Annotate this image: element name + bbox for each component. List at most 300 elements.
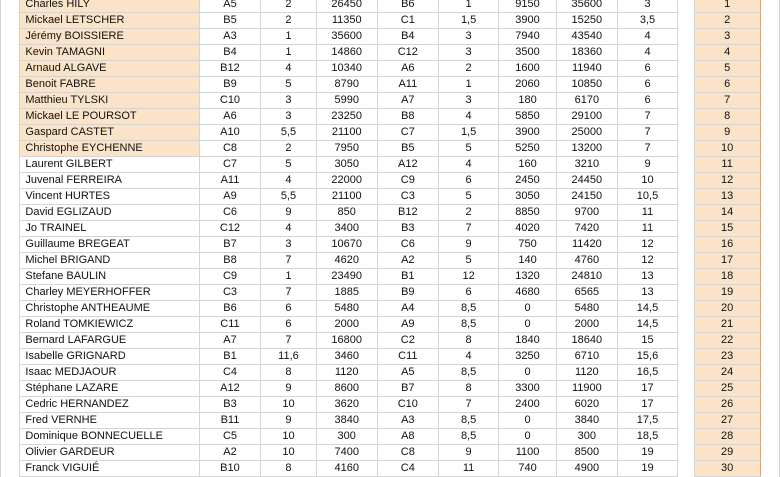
row-gutter[interactable]: [1, 445, 20, 461]
cell-c6[interactable]: 8850: [499, 205, 557, 221]
rank-cell[interactable]: 10: [694, 141, 760, 157]
cell-c8[interactable]: 12: [617, 253, 677, 269]
cell-c6[interactable]: 0: [499, 413, 557, 429]
cell-c8[interactable]: 14,5: [617, 317, 677, 333]
player-name-cell[interactable]: Mickael LE POURSOT: [20, 109, 199, 125]
cell-c1[interactable]: A5: [199, 0, 260, 13]
row-gutter[interactable]: [1, 285, 20, 301]
cell-c7[interactable]: 6170: [556, 93, 617, 109]
cell-c7[interactable]: 24150: [556, 189, 617, 205]
row-gutter[interactable]: [1, 365, 20, 381]
cell-c1[interactable]: C6: [199, 205, 260, 221]
cell-c5[interactable]: 2: [439, 61, 499, 77]
cell-c2[interactable]: 7: [261, 285, 317, 301]
row-gutter[interactable]: [1, 189, 20, 205]
player-name-cell[interactable]: Fred VERNHE: [20, 413, 199, 429]
player-name-cell[interactable]: Juvenal FERREIRA: [20, 173, 199, 189]
cell-c3[interactable]: 3050: [316, 157, 377, 173]
spacer-cell[interactable]: [678, 61, 695, 77]
spacer-cell[interactable]: [678, 205, 695, 221]
cell-c1[interactable]: A3: [199, 29, 260, 45]
cell-c6[interactable]: 3900: [499, 125, 557, 141]
cell-c5[interactable]: 6: [439, 173, 499, 189]
cell-c8[interactable]: 16,5: [617, 365, 677, 381]
row-gutter[interactable]: [1, 397, 20, 413]
cell-c3[interactable]: 22000: [316, 173, 377, 189]
cell-c1[interactable]: B9: [199, 77, 260, 93]
cell-c3[interactable]: 10340: [316, 61, 377, 77]
cell-c5[interactable]: 3: [439, 93, 499, 109]
cell-c7[interactable]: 6710: [556, 349, 617, 365]
cell-c2[interactable]: 5,5: [261, 189, 317, 205]
row-gutter[interactable]: [1, 61, 20, 77]
cell-c4[interactable]: A9: [377, 317, 438, 333]
cell-c3[interactable]: 11350: [316, 13, 377, 29]
cell-c6[interactable]: 0: [499, 301, 557, 317]
cell-c4[interactable]: A7: [377, 93, 438, 109]
spacer-cell[interactable]: [678, 349, 695, 365]
cell-c3[interactable]: 7400: [316, 445, 377, 461]
cell-c6[interactable]: 1320: [499, 269, 557, 285]
cell-c4[interactable]: C3: [377, 189, 438, 205]
cell-c4[interactable]: C7: [377, 125, 438, 141]
row-gutter[interactable]: [1, 413, 20, 429]
row-gutter[interactable]: [1, 77, 20, 93]
cell-c7[interactable]: 4900: [556, 461, 617, 477]
cell-c5[interactable]: 12: [439, 269, 499, 285]
spacer-cell[interactable]: [678, 301, 695, 317]
edge-cell[interactable]: [760, 13, 779, 29]
row-gutter[interactable]: [1, 141, 20, 157]
player-name-cell[interactable]: Laurent GILBERT: [20, 157, 199, 173]
cell-c5[interactable]: 8,5: [439, 317, 499, 333]
rank-cell[interactable]: 1: [694, 0, 760, 13]
spacer-cell[interactable]: [678, 397, 695, 413]
cell-c6[interactable]: 4680: [499, 285, 557, 301]
cell-c1[interactable]: A11: [199, 173, 260, 189]
edge-cell[interactable]: [760, 365, 779, 381]
cell-c2[interactable]: 2: [261, 13, 317, 29]
cell-c4[interactable]: B4: [377, 29, 438, 45]
cell-c7[interactable]: 29100: [556, 109, 617, 125]
edge-cell[interactable]: [760, 397, 779, 413]
rank-cell[interactable]: 9: [694, 125, 760, 141]
cell-c2[interactable]: 4: [261, 221, 317, 237]
cell-c8[interactable]: 19: [617, 445, 677, 461]
cell-c8[interactable]: 17: [617, 397, 677, 413]
player-name-cell[interactable]: Jérémy BOISSIERE: [20, 29, 199, 45]
row-gutter[interactable]: [1, 381, 20, 397]
cell-c5[interactable]: 4: [439, 157, 499, 173]
cell-c2[interactable]: 4: [261, 173, 317, 189]
cell-c3[interactable]: 5990: [316, 93, 377, 109]
edge-cell[interactable]: [760, 253, 779, 269]
player-name-cell[interactable]: Dominique BONNECUELLE: [20, 429, 199, 445]
cell-c2[interactable]: 10: [261, 397, 317, 413]
spacer-cell[interactable]: [678, 77, 695, 93]
cell-c7[interactable]: 10850: [556, 77, 617, 93]
edge-cell[interactable]: [760, 205, 779, 221]
cell-c8[interactable]: 10: [617, 173, 677, 189]
cell-c3[interactable]: 2000: [316, 317, 377, 333]
cell-c3[interactable]: 8600: [316, 381, 377, 397]
cell-c6[interactable]: 2400: [499, 397, 557, 413]
spacer-cell[interactable]: [678, 109, 695, 125]
cell-c7[interactable]: 1120: [556, 365, 617, 381]
spacer-cell[interactable]: [678, 413, 695, 429]
cell-c3[interactable]: 7950: [316, 141, 377, 157]
row-gutter[interactable]: [1, 45, 20, 61]
spacer-cell[interactable]: [678, 429, 695, 445]
cell-c6[interactable]: 3500: [499, 45, 557, 61]
player-name-cell[interactable]: Michel BRIGAND: [20, 253, 199, 269]
spacer-cell[interactable]: [678, 285, 695, 301]
cell-c1[interactable]: C12: [199, 221, 260, 237]
cell-c8[interactable]: 9: [617, 157, 677, 173]
rank-cell[interactable]: 20: [694, 301, 760, 317]
cell-c4[interactable]: C4: [377, 461, 438, 477]
spacer-cell[interactable]: [678, 365, 695, 381]
cell-c7[interactable]: 15250: [556, 13, 617, 29]
cell-c2[interactable]: 9: [261, 413, 317, 429]
row-gutter[interactable]: [1, 125, 20, 141]
cell-c4[interactable]: B8: [377, 109, 438, 125]
cell-c8[interactable]: 19: [617, 461, 677, 477]
cell-c3[interactable]: 3460: [316, 349, 377, 365]
player-name-cell[interactable]: David EGLIZAUD: [20, 205, 199, 221]
cell-c7[interactable]: 25000: [556, 125, 617, 141]
cell-c4[interactable]: B1: [377, 269, 438, 285]
edge-cell[interactable]: [760, 349, 779, 365]
player-name-cell[interactable]: Mickael LETSCHER: [20, 13, 199, 29]
edge-cell[interactable]: [760, 93, 779, 109]
cell-c3[interactable]: 4620: [316, 253, 377, 269]
cell-c3[interactable]: 300: [316, 429, 377, 445]
cell-c2[interactable]: 9: [261, 381, 317, 397]
spacer-cell[interactable]: [678, 0, 695, 13]
edge-cell[interactable]: [760, 445, 779, 461]
cell-c4[interactable]: B9: [377, 285, 438, 301]
cell-c4[interactable]: C11: [377, 349, 438, 365]
cell-c8[interactable]: 10,5: [617, 189, 677, 205]
player-name-cell[interactable]: Franck VIGUIÉ: [20, 461, 199, 477]
cell-c4[interactable]: B12: [377, 205, 438, 221]
edge-cell[interactable]: [760, 429, 779, 445]
cell-c1[interactable]: B8: [199, 253, 260, 269]
rank-cell[interactable]: 23: [694, 349, 760, 365]
cell-c8[interactable]: 15: [617, 333, 677, 349]
cell-c5[interactable]: 7: [439, 397, 499, 413]
cell-c5[interactable]: 11: [439, 461, 499, 477]
cell-c6[interactable]: 2060: [499, 77, 557, 93]
cell-c6[interactable]: 1840: [499, 333, 557, 349]
cell-c5[interactable]: 3: [439, 29, 499, 45]
cell-c2[interactable]: 11,6: [261, 349, 317, 365]
row-gutter[interactable]: [1, 109, 20, 125]
edge-cell[interactable]: [760, 269, 779, 285]
player-name-cell[interactable]: Kevin TAMAGNI: [20, 45, 199, 61]
cell-c3[interactable]: 3620: [316, 397, 377, 413]
cell-c8[interactable]: 17,5: [617, 413, 677, 429]
rank-cell[interactable]: 7: [694, 93, 760, 109]
row-gutter[interactable]: [1, 317, 20, 333]
cell-c3[interactable]: 3840: [316, 413, 377, 429]
cell-c3[interactable]: 23490: [316, 269, 377, 285]
player-name-cell[interactable]: Christophe EYCHENNE: [20, 141, 199, 157]
rank-cell[interactable]: 4: [694, 45, 760, 61]
edge-cell[interactable]: [760, 173, 779, 189]
cell-c5[interactable]: 9: [439, 445, 499, 461]
cell-c6[interactable]: 180: [499, 93, 557, 109]
cell-c3[interactable]: 850: [316, 205, 377, 221]
cell-c8[interactable]: 6: [617, 61, 677, 77]
cell-c8[interactable]: 7: [617, 125, 677, 141]
rank-cell[interactable]: 5: [694, 61, 760, 77]
player-name-cell[interactable]: Isaac MEDJAOUR: [20, 365, 199, 381]
spacer-cell[interactable]: [678, 29, 695, 45]
cell-c8[interactable]: 3: [617, 0, 677, 13]
cell-c6[interactable]: 140: [499, 253, 557, 269]
cell-c5[interactable]: 8: [439, 381, 499, 397]
spacer-cell[interactable]: [678, 125, 695, 141]
cell-c5[interactable]: 8,5: [439, 429, 499, 445]
edge-cell[interactable]: [760, 461, 779, 477]
cell-c8[interactable]: 11: [617, 205, 677, 221]
player-name-cell[interactable]: Gaspard CASTET: [20, 125, 199, 141]
cell-c4[interactable]: C1: [377, 13, 438, 29]
cell-c6[interactable]: 3900: [499, 13, 557, 29]
edge-cell[interactable]: [760, 125, 779, 141]
cell-c3[interactable]: 14860: [316, 45, 377, 61]
spacer-cell[interactable]: [678, 253, 695, 269]
cell-c5[interactable]: 1: [439, 0, 499, 13]
cell-c1[interactable]: A12: [199, 381, 260, 397]
cell-c1[interactable]: B3: [199, 397, 260, 413]
cell-c1[interactable]: C3: [199, 285, 260, 301]
cell-c5[interactable]: 3: [439, 45, 499, 61]
cell-c2[interactable]: 5,5: [261, 125, 317, 141]
row-gutter[interactable]: [1, 0, 20, 13]
spacer-cell[interactable]: [678, 445, 695, 461]
cell-c7[interactable]: 35600: [556, 0, 617, 13]
cell-c1[interactable]: A2: [199, 445, 260, 461]
edge-cell[interactable]: [760, 77, 779, 93]
cell-c1[interactable]: C4: [199, 365, 260, 381]
rank-cell[interactable]: 14: [694, 205, 760, 221]
rank-cell[interactable]: 29: [694, 445, 760, 461]
cell-c2[interactable]: 1: [261, 45, 317, 61]
cell-c6[interactable]: 9150: [499, 0, 557, 13]
cell-c1[interactable]: A7: [199, 333, 260, 349]
cell-c2[interactable]: 2: [261, 141, 317, 157]
cell-c5[interactable]: 9: [439, 237, 499, 253]
cell-c8[interactable]: 4: [617, 29, 677, 45]
cell-c6[interactable]: 5250: [499, 141, 557, 157]
cell-c5[interactable]: 6: [439, 285, 499, 301]
player-name-cell[interactable]: Matthieu TYLSKI: [20, 93, 199, 109]
spacer-cell[interactable]: [678, 173, 695, 189]
spacer-cell[interactable]: [678, 157, 695, 173]
cell-c5[interactable]: 1,5: [439, 125, 499, 141]
cell-c2[interactable]: 4: [261, 61, 317, 77]
spacer-cell[interactable]: [678, 221, 695, 237]
cell-c1[interactable]: B6: [199, 301, 260, 317]
cell-c1[interactable]: B1: [199, 349, 260, 365]
cell-c4[interactable]: B5: [377, 141, 438, 157]
player-name-cell[interactable]: Cedric HERNANDEZ: [20, 397, 199, 413]
row-gutter[interactable]: [1, 253, 20, 269]
rank-cell[interactable]: 27: [694, 413, 760, 429]
cell-c7[interactable]: 43540: [556, 29, 617, 45]
cell-c7[interactable]: 7420: [556, 221, 617, 237]
row-gutter[interactable]: [1, 13, 20, 29]
cell-c3[interactable]: 8790: [316, 77, 377, 93]
cell-c4[interactable]: A3: [377, 413, 438, 429]
cell-c4[interactable]: A4: [377, 301, 438, 317]
cell-c7[interactable]: 300: [556, 429, 617, 445]
cell-c5[interactable]: 4: [439, 349, 499, 365]
cell-c6[interactable]: 0: [499, 317, 557, 333]
cell-c8[interactable]: 18,5: [617, 429, 677, 445]
cell-c8[interactable]: 7: [617, 141, 677, 157]
cell-c2[interactable]: 10: [261, 445, 317, 461]
cell-c7[interactable]: 3840: [556, 413, 617, 429]
player-name-cell[interactable]: Olivier GARDEUR: [20, 445, 199, 461]
cell-c8[interactable]: 12: [617, 237, 677, 253]
cell-c5[interactable]: 1: [439, 77, 499, 93]
cell-c3[interactable]: 26450: [316, 0, 377, 13]
rank-cell[interactable]: 6: [694, 77, 760, 93]
cell-c5[interactable]: 8,5: [439, 365, 499, 381]
cell-c8[interactable]: 17: [617, 381, 677, 397]
cell-c7[interactable]: 2000: [556, 317, 617, 333]
cell-c4[interactable]: A5: [377, 365, 438, 381]
cell-c7[interactable]: 8500: [556, 445, 617, 461]
cell-c4[interactable]: C12: [377, 45, 438, 61]
cell-c2[interactable]: 10: [261, 429, 317, 445]
cell-c1[interactable]: B11: [199, 413, 260, 429]
cell-c7[interactable]: 5480: [556, 301, 617, 317]
cell-c4[interactable]: B3: [377, 221, 438, 237]
edge-cell[interactable]: [760, 237, 779, 253]
cell-c8[interactable]: 3,5: [617, 13, 677, 29]
rank-cell[interactable]: 11: [694, 157, 760, 173]
cell-c1[interactable]: B4: [199, 45, 260, 61]
edge-cell[interactable]: [760, 317, 779, 333]
cell-c4[interactable]: A2: [377, 253, 438, 269]
cell-c3[interactable]: 1120: [316, 365, 377, 381]
cell-c5[interactable]: 8: [439, 333, 499, 349]
edge-cell[interactable]: [760, 29, 779, 45]
row-gutter[interactable]: [1, 205, 20, 221]
cell-c6[interactable]: 3300: [499, 381, 557, 397]
cell-c4[interactable]: C9: [377, 173, 438, 189]
cell-c5[interactable]: 5: [439, 253, 499, 269]
cell-c3[interactable]: 35600: [316, 29, 377, 45]
cell-c4[interactable]: A11: [377, 77, 438, 93]
cell-c6[interactable]: 7940: [499, 29, 557, 45]
cell-c8[interactable]: 11: [617, 221, 677, 237]
rank-cell[interactable]: 2: [694, 13, 760, 29]
cell-c2[interactable]: 8: [261, 461, 317, 477]
cell-c1[interactable]: C5: [199, 429, 260, 445]
row-gutter[interactable]: [1, 173, 20, 189]
cell-c4[interactable]: C2: [377, 333, 438, 349]
spacer-cell[interactable]: [678, 317, 695, 333]
cell-c2[interactable]: 7: [261, 253, 317, 269]
cell-c7[interactable]: 9700: [556, 205, 617, 221]
spacer-cell[interactable]: [678, 269, 695, 285]
row-gutter[interactable]: [1, 461, 20, 477]
edge-cell[interactable]: [760, 189, 779, 205]
spacer-cell[interactable]: [678, 93, 695, 109]
cell-c1[interactable]: C7: [199, 157, 260, 173]
spacer-cell[interactable]: [678, 333, 695, 349]
cell-c3[interactable]: 23250: [316, 109, 377, 125]
cell-c8[interactable]: 6: [617, 77, 677, 93]
player-name-cell[interactable]: Charley MEYERHOFFER: [20, 285, 199, 301]
row-gutter[interactable]: [1, 29, 20, 45]
cell-c2[interactable]: 6: [261, 317, 317, 333]
cell-c5[interactable]: 2: [439, 205, 499, 221]
cell-c2[interactable]: 3: [261, 109, 317, 125]
cell-c6[interactable]: 740: [499, 461, 557, 477]
rank-cell[interactable]: 19: [694, 285, 760, 301]
cell-c8[interactable]: 15,6: [617, 349, 677, 365]
player-name-cell[interactable]: Charles HILY: [20, 0, 199, 13]
rank-cell[interactable]: 30: [694, 461, 760, 477]
rank-cell[interactable]: 26: [694, 397, 760, 413]
player-name-cell[interactable]: Guillaume BREGEAT: [20, 237, 199, 253]
cell-c7[interactable]: 6565: [556, 285, 617, 301]
cell-c4[interactable]: A6: [377, 61, 438, 77]
cell-c4[interactable]: B7: [377, 381, 438, 397]
cell-c2[interactable]: 3: [261, 237, 317, 253]
cell-c1[interactable]: A10: [199, 125, 260, 141]
cell-c1[interactable]: B7: [199, 237, 260, 253]
cell-c4[interactable]: C8: [377, 445, 438, 461]
row-gutter[interactable]: [1, 93, 20, 109]
edge-cell[interactable]: [760, 157, 779, 173]
cell-c7[interactable]: 11420: [556, 237, 617, 253]
cell-c2[interactable]: 8: [261, 365, 317, 381]
cell-c3[interactable]: 5480: [316, 301, 377, 317]
row-gutter[interactable]: [1, 429, 20, 445]
cell-c7[interactable]: 3210: [556, 157, 617, 173]
cell-c5[interactable]: 1,5: [439, 13, 499, 29]
edge-cell[interactable]: [760, 285, 779, 301]
rank-cell[interactable]: 24: [694, 365, 760, 381]
cell-c8[interactable]: 6: [617, 93, 677, 109]
rank-cell[interactable]: 8: [694, 109, 760, 125]
player-name-cell[interactable]: Jo TRAINEL: [20, 221, 199, 237]
spacer-cell[interactable]: [678, 13, 695, 29]
cell-c1[interactable]: A6: [199, 109, 260, 125]
cell-c2[interactable]: 6: [261, 301, 317, 317]
cell-c7[interactable]: 24810: [556, 269, 617, 285]
cell-c4[interactable]: C10: [377, 397, 438, 413]
cell-c6[interactable]: 1600: [499, 61, 557, 77]
cell-c6[interactable]: 4020: [499, 221, 557, 237]
edge-cell[interactable]: [760, 0, 779, 13]
spacer-cell[interactable]: [678, 461, 695, 477]
cell-c4[interactable]: B6: [377, 0, 438, 13]
rank-cell[interactable]: 13: [694, 189, 760, 205]
player-name-cell[interactable]: Christophe ANTHEAUME: [20, 301, 199, 317]
cell-c6[interactable]: 0: [499, 365, 557, 381]
player-name-cell[interactable]: Arnaud ALGAVE: [20, 61, 199, 77]
edge-cell[interactable]: [760, 333, 779, 349]
